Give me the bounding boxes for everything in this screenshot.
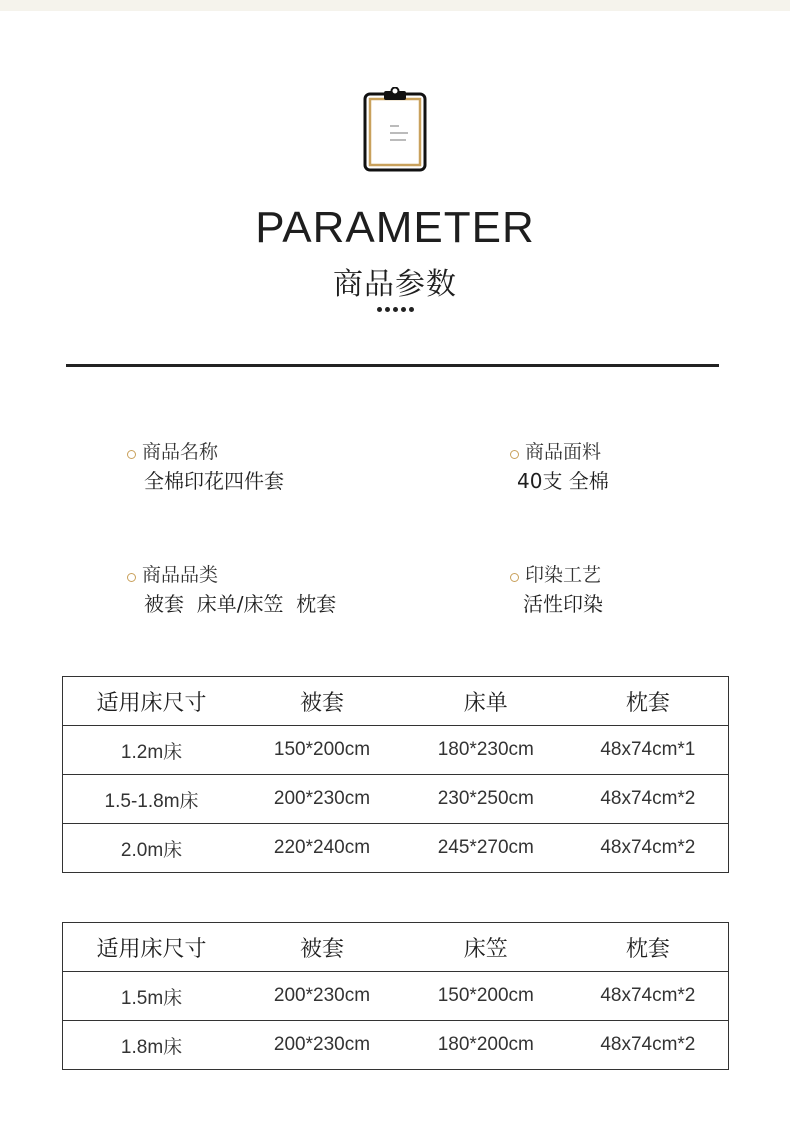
param-value: 活性印染 xyxy=(523,592,603,616)
param-fabric xyxy=(510,440,609,495)
table-header-cell: 枕套 xyxy=(568,677,729,726)
table-row xyxy=(63,726,729,775)
table-header-cell: 枕套 xyxy=(568,923,729,972)
param-label: 商品名称 xyxy=(142,441,219,463)
section-divider xyxy=(66,364,719,367)
table-cell: 48x74cm*2 xyxy=(568,824,729,873)
table-cell: 200*230cm xyxy=(240,775,404,824)
top-strip xyxy=(0,0,790,11)
bullet-icon xyxy=(127,450,136,459)
param-value: 40支 全棉 xyxy=(517,469,609,493)
table-cell: 180*200cm xyxy=(404,1021,568,1070)
size-table-sheet xyxy=(62,676,729,873)
table-cell: 1.2m床 xyxy=(63,726,241,775)
table-cell: 200*230cm xyxy=(240,972,404,1021)
table-header-cell: 适用床尺寸 xyxy=(63,923,241,972)
table-cell: 180*230cm xyxy=(404,726,568,775)
decorative-dots xyxy=(0,300,790,316)
table-cell: 1.5m床 xyxy=(63,972,241,1021)
table-header-row xyxy=(63,677,729,726)
table-row xyxy=(63,775,729,824)
size-table-fitted xyxy=(62,922,729,1070)
table-cell: 150*200cm xyxy=(404,972,568,1021)
table-cell: 48x74cm*2 xyxy=(568,1021,729,1070)
table-header-cell: 被套 xyxy=(240,923,404,972)
bullet-icon xyxy=(510,573,519,582)
table-cell: 48x74cm*1 xyxy=(568,726,729,775)
page-title-cn: 商品参数 xyxy=(333,267,457,302)
param-value: 被套 床单/床笠 枕套 xyxy=(144,592,337,616)
table-cell: 48x74cm*2 xyxy=(568,972,729,1021)
bullet-icon xyxy=(510,450,519,459)
table-cell: 230*250cm xyxy=(404,775,568,824)
table-row xyxy=(63,824,729,873)
table-header-cell: 床笠 xyxy=(404,923,568,972)
param-dyeing xyxy=(510,563,603,618)
table-cell: 245*270cm xyxy=(404,824,568,873)
param-label: 商品品类 xyxy=(142,564,219,586)
bullet-icon xyxy=(127,573,136,582)
table-header-row xyxy=(63,923,729,972)
param-label: 印染工艺 xyxy=(525,564,602,586)
table-cell: 2.0m床 xyxy=(63,824,241,873)
table-header-cell: 适用床尺寸 xyxy=(63,677,241,726)
table-cell: 1.5-1.8m床 xyxy=(63,775,241,824)
table-header-cell: 床单 xyxy=(404,677,568,726)
table-cell: 150*200cm xyxy=(240,726,404,775)
page-title-en: PARAMETER xyxy=(255,203,535,252)
param-value: 全棉印花四件套 xyxy=(144,469,284,493)
param-product-name xyxy=(127,440,284,495)
param-label: 商品面料 xyxy=(525,441,602,463)
param-category xyxy=(127,563,336,618)
table-row xyxy=(63,972,729,1021)
table-cell: 48x74cm*2 xyxy=(568,775,729,824)
table-cell: 200*230cm xyxy=(240,1021,404,1070)
table-cell: 1.8m床 xyxy=(63,1021,241,1070)
table-cell: 220*240cm xyxy=(240,824,404,873)
clipboard-icon xyxy=(362,87,428,173)
table-header-cell: 被套 xyxy=(240,677,404,726)
table-row xyxy=(63,1021,729,1070)
